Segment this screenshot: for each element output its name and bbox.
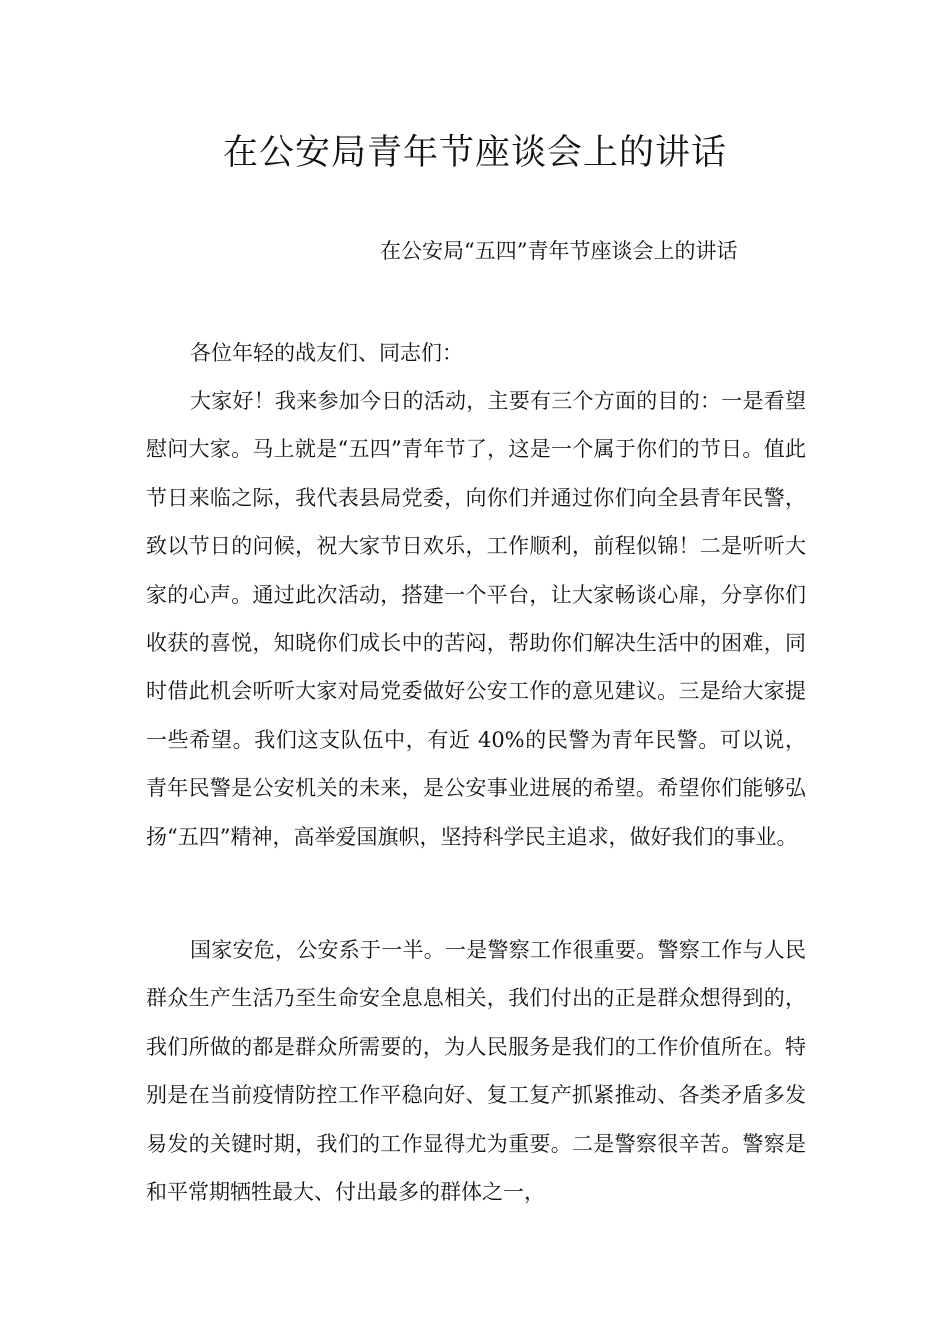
salutation: 各位年轻的战友们、同志们： xyxy=(190,341,463,365)
body-paragraph: 国家安危，公安系于一半。一是警察工作很重要。警察工作与人民群众生产生活乃至生命安全息息相关，我们付出的正是群众想得到的，我们所做的都是群众所需要的，为人民服务是我们的工作价值所在。特别是在当前疫情防控工作平稳向好、复工复产抓紧推动、各类矛盾多发易发的关键时期，我们的工作显得尤为重要。二是警察很辛苦。警察是和平常期牺牲最大、付出最多的群体之一， xyxy=(146,938,806,1205)
document-title: 在公安局青年节座谈会上的讲话 xyxy=(222,133,727,173)
body-paragraph: 大家好！我来参加今日的活动，主要有三个方面的目的：一是看望慰问大家。马上就是“五四”青年节了，这是一个属于你们的节日。值此节日来临之际，我代表县局党委，向你们并通过你们向全县青年民警，致以节日的问候，祝大家节日欢乐，工作顺利，前程似锦！二是听听大家的心声。通过此次活动，搭建一个平台，让大家畅谈心扉，分享你们收获的喜悦，知晓你们成长中的苦闷，帮助你们解决生活中的困难，同时借此机会听听大家对局党委做好公安工作的意见建议。三是给大家提一些希望。我们这支队伍中，有近 40%的民警为青年民警。可以说，青年民警是公安机关的未来，是公安事业进展的希望。希望你们能够弘扬“五四”精神，高举爱国旗帜，坚持科学民主追求，做好我们的事业。 xyxy=(146,389,806,849)
document-subtitle: 在公安局“五四”青年节座谈会上的讲话 xyxy=(380,239,738,263)
